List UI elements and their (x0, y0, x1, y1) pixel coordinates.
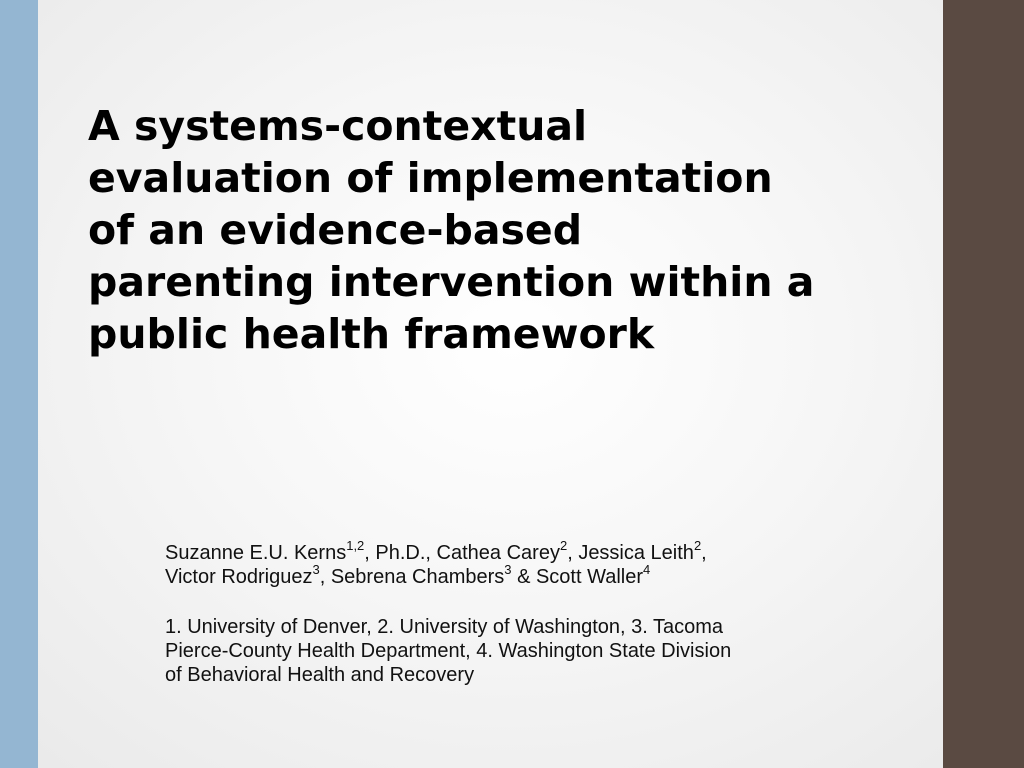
slide-title (88, 100, 938, 360)
author-separator: , (319, 566, 331, 588)
affiliation-line: 1. University of Denver, 2. University of Washington, 3. Tacoma (165, 616, 724, 638)
author-separator: & (511, 566, 536, 588)
title-line: evaluation of implementation (88, 154, 773, 202)
author-superscript: 3 (312, 562, 320, 578)
author-name: Suzanne E.U. Kerns (165, 542, 347, 564)
author-name: Jessica Leith (578, 542, 694, 564)
authors-block (165, 538, 885, 687)
title-line: parenting intervention within a (88, 258, 815, 306)
right-accent-bar (943, 0, 1024, 768)
author-name: Victor Rodriguez (165, 566, 313, 588)
title-line: A systems-contextual (88, 102, 588, 150)
left-accent-bar (0, 0, 38, 768)
author-separator: , (567, 542, 579, 564)
author-superscript: 4 (643, 562, 651, 578)
author-name: Cathea Carey (436, 542, 560, 564)
author-name: Scott Waller (535, 566, 644, 588)
affiliation-line: Pierce-County Health Department, 4. Washington State Division (165, 640, 732, 662)
title-line: public health framework (88, 310, 655, 358)
title-line: of an evidence-based (88, 206, 583, 254)
author-superscript: 3 (504, 562, 512, 578)
author-degree: , Ph.D., (364, 542, 437, 564)
author-name: Sebrena Chambers (330, 566, 505, 588)
author-superscript: 1,2 (346, 538, 365, 554)
author-superscript: 2 (559, 538, 568, 554)
authors-line-2 (165, 562, 885, 589)
author-superscript: 2 (693, 538, 702, 554)
authors-line-1 (165, 538, 885, 565)
affiliation-line: of Behavioral Health and Recovery (165, 664, 475, 686)
author-separator: , (701, 542, 707, 564)
